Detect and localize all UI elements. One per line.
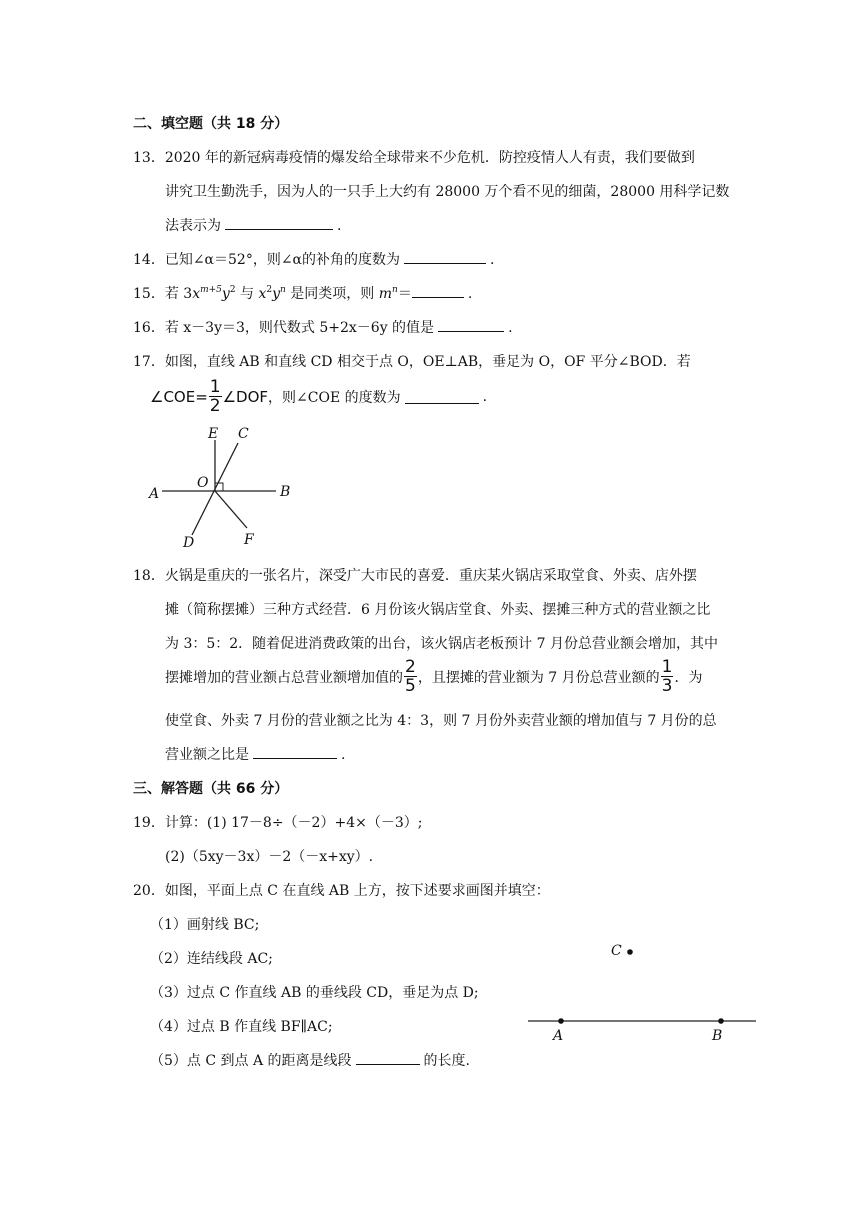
q20-step5 xyxy=(150,1050,470,1070)
point-b xyxy=(718,1018,724,1024)
point-a xyxy=(558,1018,564,1024)
q13-end: . xyxy=(337,218,342,234)
q16-end: . xyxy=(508,320,513,336)
q17-fraction: $\frac{1}{2}$ xyxy=(209,377,221,416)
q15-mid: 与 xyxy=(240,286,259,302)
q15-sup4: n xyxy=(280,285,286,295)
q17-end: . xyxy=(482,388,488,405)
q17-figure xyxy=(140,420,310,555)
label-a: A xyxy=(149,486,160,502)
q17-cond-a: ∠COE= xyxy=(150,387,208,406)
q14-text: 已知∠α＝52°，则∠α的补角的度数为 xyxy=(164,252,401,268)
q20-figure xyxy=(520,930,765,1050)
q15-sup2: 2 xyxy=(229,285,236,295)
q18-text-4c: ．为 xyxy=(674,669,703,686)
q20-answer-blank[interactable] xyxy=(356,1050,420,1065)
q18-fraction-1: $\frac{2}{5}$ xyxy=(405,657,416,696)
q20-step4: （4）过点 B 作直线 BF∥AC; xyxy=(150,1019,333,1035)
q18-text-4b: ，且摆摊的营业额为 7 月份总营业额的 xyxy=(417,669,660,686)
label-e: E xyxy=(208,426,219,442)
q14-end: . xyxy=(490,252,495,268)
q15-eq: ＝ xyxy=(397,286,412,302)
point-c xyxy=(627,949,633,955)
point-a-label: A xyxy=(553,1028,564,1044)
q16-answer-blank[interactable] xyxy=(438,317,504,332)
q18-text-1: 火锅是重庆的一张名片，深受广大市民的喜爱．重庆某火锅店采取堂食、外卖、店外摆 xyxy=(164,568,697,584)
q17-text-1: 如图，直线 AB 和直线 CD 相交于点 O，OE⊥AB，垂足为 O，OF 平分∠BOD．若 xyxy=(164,354,691,370)
q19-part1: 计算：(1) 17－8÷（－2）+4×（－3）; xyxy=(164,815,423,831)
section-title-solutions: 三、解答题（共 66 分） xyxy=(133,781,289,797)
q15-end: . xyxy=(467,286,473,302)
q20-line1 xyxy=(133,880,550,900)
q17-line1 xyxy=(133,351,691,371)
q13-line1 xyxy=(133,147,695,167)
q15-x2: x xyxy=(258,286,267,302)
q17-number: 17． xyxy=(133,354,165,370)
q17-text-c: ，则∠COE 的度数为 xyxy=(268,389,401,406)
q14-answer-blank[interactable] xyxy=(404,249,486,264)
q17-answer-blank[interactable] xyxy=(405,389,479,404)
label-b: B xyxy=(280,484,291,500)
q18-number: 18． xyxy=(133,568,165,584)
q19-part2: (2)（5xy－3x）－2（－x+xy）. xyxy=(165,849,374,865)
q18-text-6: 营业额之比是 xyxy=(165,747,249,763)
q13-text-1: 2020 年的新冠病毒疫情的爆发给全球带来不少危机．防控疫情人人有责，我们要做到 xyxy=(164,150,695,166)
q18-line5: 使堂食、外卖 7 月份的营业额之比为 4：3，则 7 月份外卖营业额的增加值与 7 月份的总 xyxy=(165,713,717,729)
q20-intro: 如图，平面上点 C 在直线 AB 上方，按下述要求画图并填空： xyxy=(164,883,550,899)
label-o: O xyxy=(197,475,209,491)
q15-sup1: m+5 xyxy=(200,285,222,295)
q18-text-4a: 摆摊增加的营业额占总营业额增加值的 xyxy=(165,669,403,686)
q15-y1: y xyxy=(221,286,230,302)
ray-of xyxy=(215,491,247,528)
point-c-label: C xyxy=(611,943,622,959)
q15-text-c: 是同类项，则 xyxy=(290,286,379,302)
q18-line3: 为 3：5：2．随着促进消费政策的出台，该火锅店老板预计 7 月份总营业额会增加，其中 xyxy=(165,636,718,652)
q16-text: 若 x－3y＝3，则代数式 5+2x－6y 的值是 xyxy=(164,320,435,336)
q15-sup3: 2 xyxy=(266,285,273,295)
q20-step5-text: （5）点 C 到点 A 的距离是线段 xyxy=(150,1053,352,1069)
q16-number: 16． xyxy=(133,320,165,336)
section-title-fill-in: 二、填空题（共 18 分） xyxy=(133,116,289,132)
q15-number: 15． xyxy=(133,286,165,302)
q13-line2: 讲究卫生勤洗手，因为人的一只手上大约有 28000 万个看不见的细菌，28000 用科学记数 xyxy=(165,184,730,200)
q13-text-3: 法表示为 xyxy=(165,218,221,234)
q18-line1 xyxy=(133,565,697,585)
q18-answer-blank[interactable] xyxy=(253,744,337,759)
q19-line1 xyxy=(133,812,422,832)
q15-text-a: 若 3 xyxy=(164,286,193,302)
q18-fraction-2: $\frac{1}{3}$ xyxy=(661,657,673,696)
q20-step1: （1）画射线 BC; xyxy=(150,917,260,933)
q16 xyxy=(133,317,513,337)
q20-step3: （3）过点 C 作直线 AB 的垂线段 CD，垂足为点 D; xyxy=(150,985,479,1001)
q20-step2: （2）连结线段 AC; xyxy=(150,951,273,967)
q15-y2: y xyxy=(272,286,281,302)
q13-line3 xyxy=(165,215,341,235)
q19-number: 19． xyxy=(133,815,165,831)
q18-line4 xyxy=(165,658,702,695)
q18-end: . xyxy=(341,747,346,763)
q20-step5-end: 的长度. xyxy=(423,1053,470,1069)
q15-sup5: n xyxy=(392,285,398,295)
q15 xyxy=(133,283,472,303)
point-b-label: B xyxy=(712,1028,723,1044)
q18-line6 xyxy=(165,744,345,764)
q15-x1: x xyxy=(192,286,201,302)
q18-line2: 摊（简称摆摊）三种方式经营．6 月份该火锅店堂食、外卖、摆摊三种方式的营业额之比 xyxy=(165,602,711,618)
q17-cond-b: ∠DOF xyxy=(222,387,269,406)
q15-m: m xyxy=(378,286,393,302)
q20-number: 20． xyxy=(133,883,165,899)
q13-answer-blank[interactable] xyxy=(225,215,333,230)
label-f: F xyxy=(244,532,254,548)
label-c: C xyxy=(238,426,249,442)
q15-answer-blank[interactable] xyxy=(412,283,464,298)
q13-number: 13． xyxy=(133,150,165,166)
label-d: D xyxy=(183,535,195,551)
q17-condition-line xyxy=(150,378,487,415)
q14-number: 14． xyxy=(133,252,165,268)
q14 xyxy=(133,249,494,269)
